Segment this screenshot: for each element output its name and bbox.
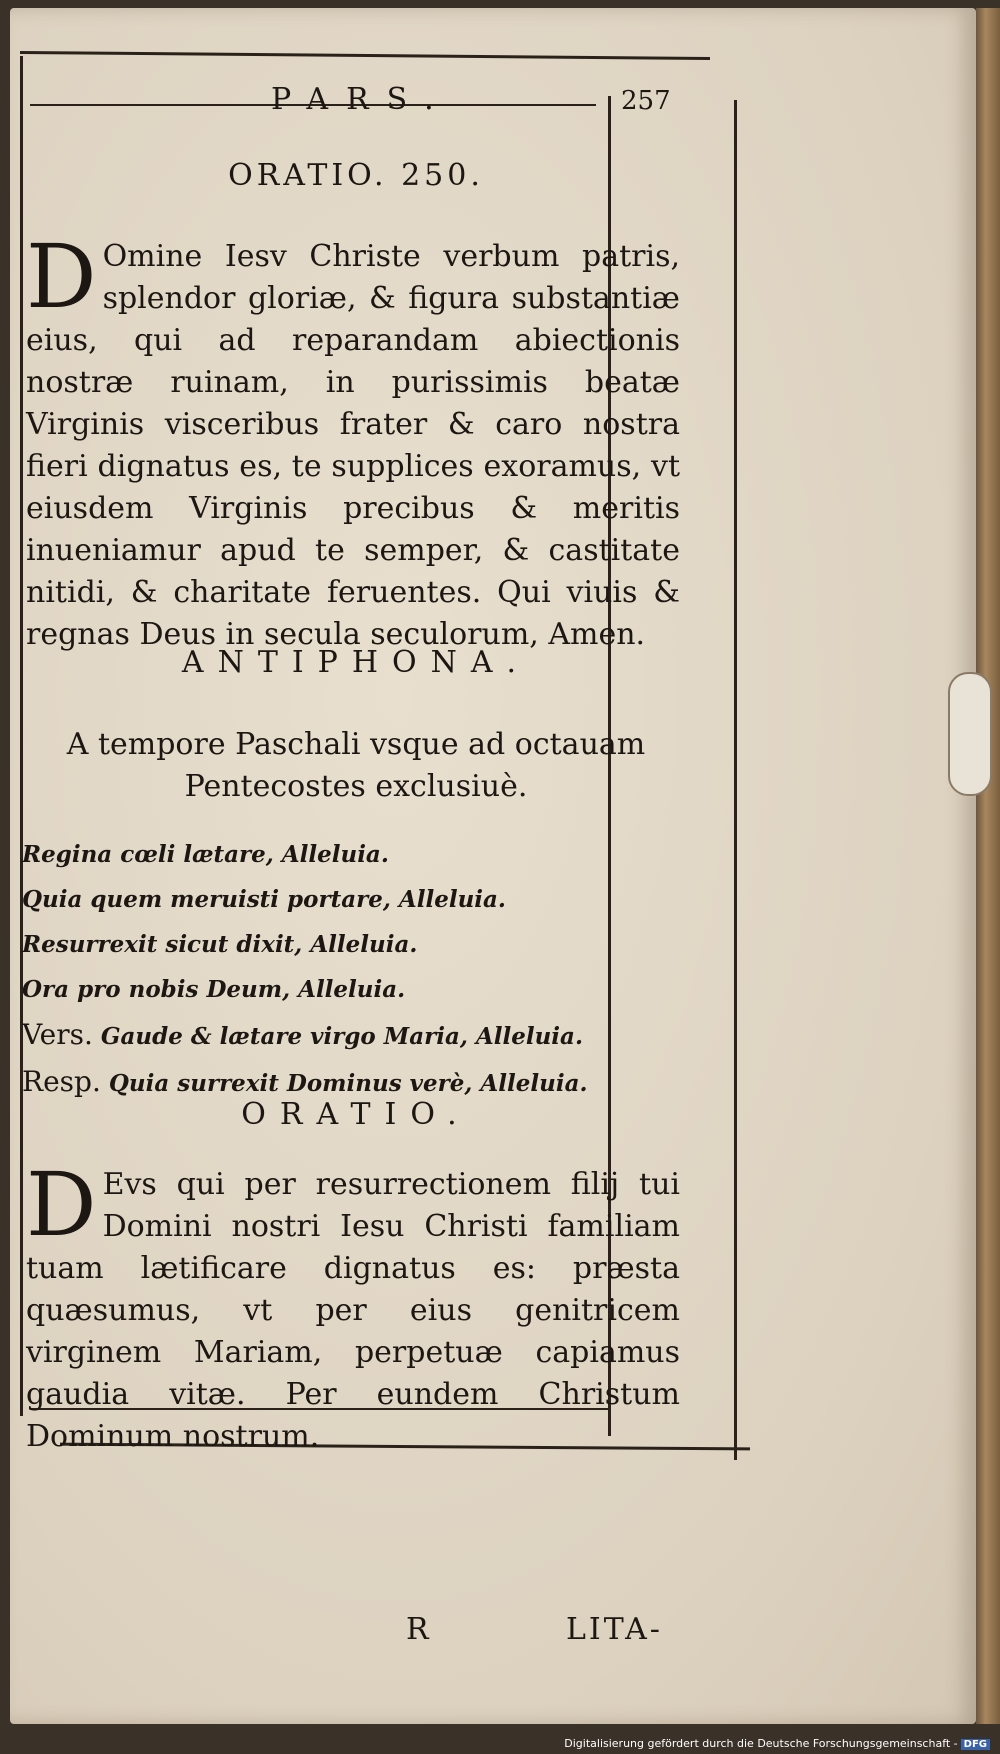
oratio-250-body: Omine Iesv Christe verbum patris, splendor gloriæ, & figura substantiæ eius, qui ad reparandam abiectionis nostræ ruinam, in purissimis beatæ Virginis visceribus frater & caro nostra fieri dignatus es, te supplices exoramus, vt eiusdem Virginis precibus & meritis inueniamur apud te semper, & castitate nitidi, & charitate feruentes. Qui viuis & regnas Deus in secula seculorum, Amen.	[26, 239, 680, 652]
response-label: Resp.	[22, 1065, 101, 1098]
rubric-line-2: Pentecostes exclusiuè.	[184, 769, 528, 804]
running-title: PARS.	[271, 82, 452, 117]
outer-right-border	[734, 100, 737, 1460]
rubric-line-1: A tempore Paschali vsque ad octauam	[66, 727, 646, 762]
antiphon-line	[22, 877, 662, 922]
running-head	[26, 82, 686, 122]
antiphon-line	[22, 967, 662, 1012]
oratio-body: Evs qui per resurrectionem filij tui Domini nostri Iesu Christi familiam tuam lætificare dignatus es: præsta quæsumus, vt per eius genitricem virginem Mariam, perpetuæ capiamus gaudia vitæ. Per eundem Christum Dominum nostrum.	[26, 1167, 680, 1454]
oratio-250-heading: ORATIO. 250.	[228, 158, 484, 193]
oratio-250-text	[26, 225, 680, 656]
antiphona-heading: ANTIPHONA.	[181, 645, 531, 680]
page-edge	[976, 8, 1000, 1724]
antiphon-line	[22, 922, 662, 967]
antiphon-text: Resurrexit sicut dixit, Alleluia.	[22, 931, 418, 958]
drop-cap: D	[26, 225, 97, 328]
response-text: Quia surrexit Dominus verè, Alleluia.	[108, 1070, 588, 1097]
antiphon-text: Ora pro nobis Deum, Alleluia.	[22, 976, 406, 1003]
antiphon-text: Quia quem meruisti portare, Alleluia.	[22, 886, 506, 913]
oratio-text	[26, 1153, 680, 1458]
signature-mark: R	[406, 1612, 429, 1647]
catchword: LITA-	[566, 1612, 663, 1647]
left-border	[20, 56, 23, 1416]
oratio-heading: ORATIO.	[241, 1097, 471, 1132]
credit-text: Digitalisierung gefördert durch die Deutsche Forschungsgemeinschaft -	[564, 1737, 958, 1750]
antiphon-verses	[22, 832, 662, 1106]
page-number: 257	[621, 86, 671, 116]
versicle-label: Vers.	[22, 1018, 93, 1051]
antiphon-line	[22, 832, 662, 877]
digitization-credit	[564, 1737, 990, 1750]
page-footer	[26, 1612, 686, 1652]
versicle-line	[22, 1012, 662, 1059]
drop-cap: D	[26, 1153, 97, 1256]
dfg-logo: DFG	[961, 1739, 990, 1750]
versicle-text: Gaude & lætare virgo Maria, Alleluia.	[100, 1023, 583, 1050]
book-clip	[948, 672, 992, 796]
antiphon-text: Regina cœli lætare, Alleluia.	[22, 841, 389, 868]
